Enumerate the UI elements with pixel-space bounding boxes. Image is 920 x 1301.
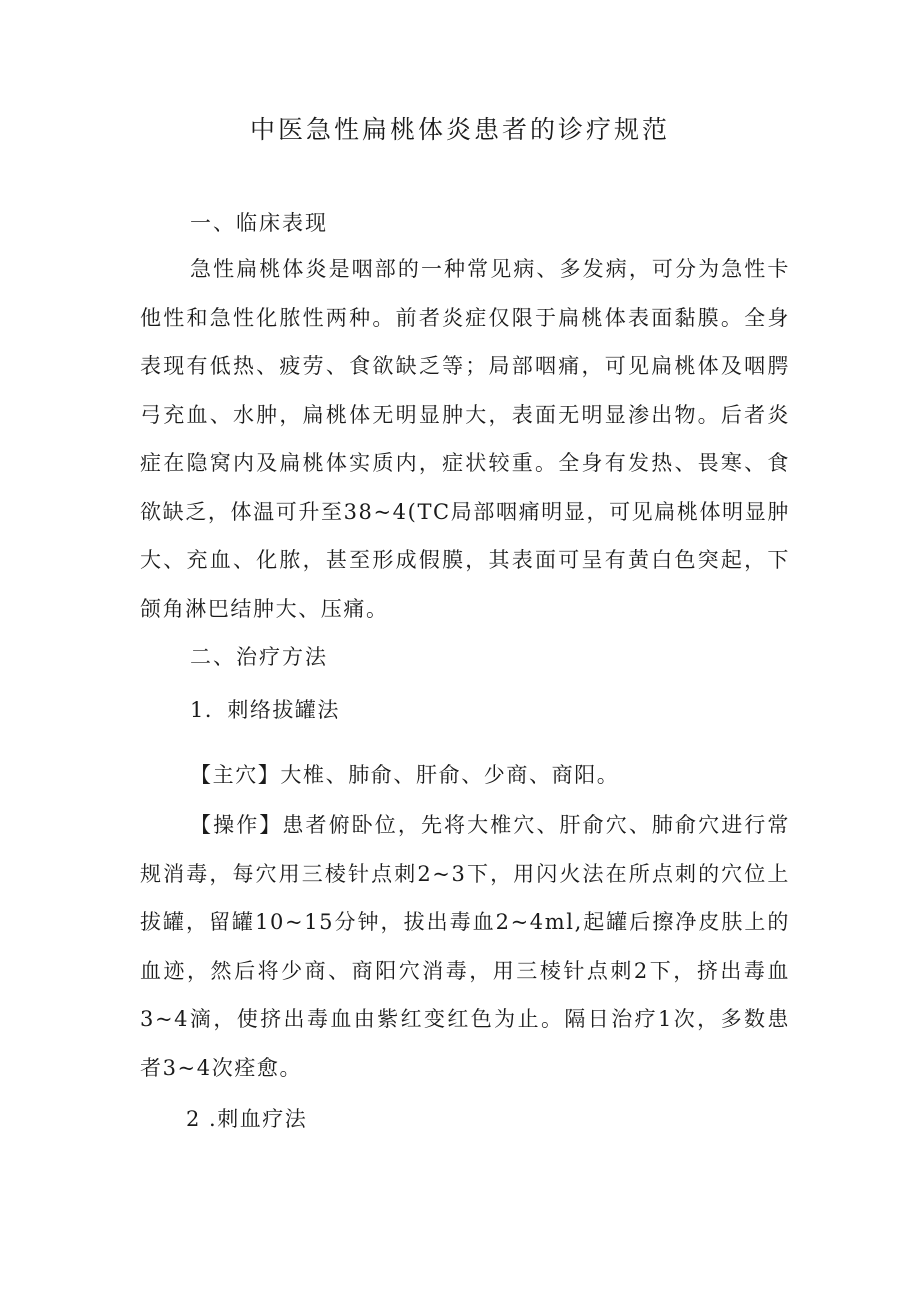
operation-label: 【操作】 (190, 813, 283, 837)
main-acupoints-line (190, 760, 619, 790)
document-title: 中医急性扁桃体炎患者的诊疗规范 (249, 115, 670, 144)
operation-text: 患者俯卧位，先将大椎穴、肝俞穴、肺俞穴进行常规消毒，每穴用三棱针点刺2~3下，用闪火法在所点刺的穴位上拔罐，留罐10~15分钟，拔出毒血2~4ml,起罐后擦净皮肤上的血迹，然后将少商、商阳穴消毒，用三棱针点刺2下，挤出毒血3~4滴，使挤出毒血由紫红变红色为止。隔日治疗1次，多数患者3~4次痊愈。 (140, 813, 790, 1080)
main-points-text: 大椎、肺俞、肝俞、少商、商阳。 (280, 763, 620, 787)
method2-heading: 2 .刺血疗法 (186, 1107, 308, 1131)
section-heading-clinical: 一、临床表现 (190, 211, 328, 235)
section-heading-treatment: 二、治疗方法 (190, 645, 328, 669)
method1-heading: 1．刺络拔罐法 (190, 698, 340, 722)
main-points-label: 【主穴】 (190, 763, 281, 787)
operation-paragraph (140, 801, 790, 1092)
clinical-paragraph: 急性扁桃体炎是咽部的一种常见病、多发病，可分为急性卡他性和急性化脓性两种。前者炎症仅限于扁桃体表面黏膜。全身表现有低热、疲劳、食欲缺乏等；局部咽痛，可见扁桃体及咽腭弓充血、水肿，扁桃体无明显肿大，表面无明显渗出物。后者炎症在隐窝内及扁桃体实质内，症状较重。全身有发热、畏寒、食欲缺乏，体温可升至38~4(TC局部咽痛明显，可见扁桃体明显肿大、充血、化脓，甚至形成假膜，其表面可呈有黄白色突起，下颌角淋巴结肿大、压痛。 (140, 257, 790, 621)
